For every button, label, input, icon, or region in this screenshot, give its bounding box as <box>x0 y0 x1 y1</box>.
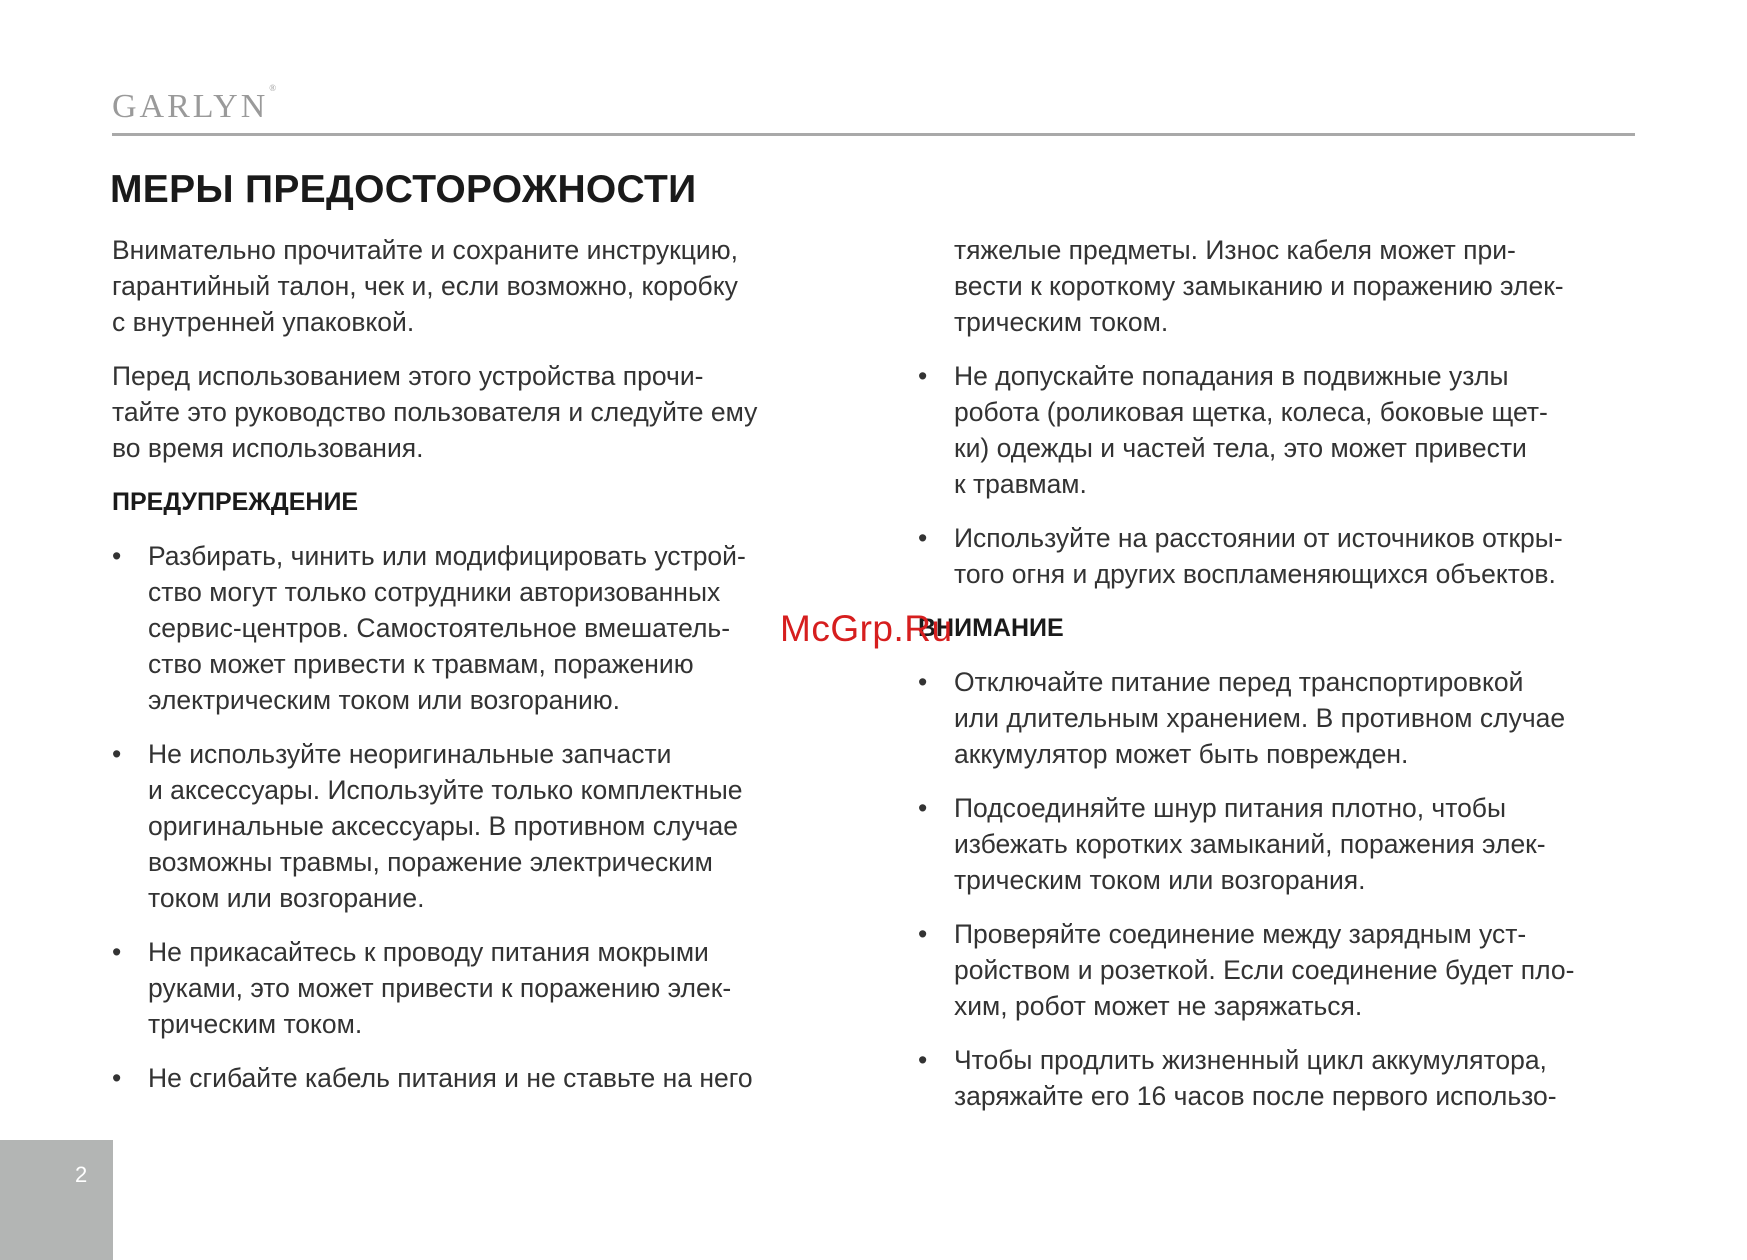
header-divider <box>112 133 1635 136</box>
text-line: электрическим током или возгоранию. <box>148 685 621 715</box>
text-line: трическим током. <box>954 307 1169 337</box>
text-line: Разбирать, чинить или модифицировать устрой- <box>148 541 746 571</box>
list-item <box>918 664 1648 772</box>
page-title: МЕРЫ ПРЕДОСТОРОЖНОСТИ <box>110 168 697 211</box>
bullet-icon: • <box>112 739 122 769</box>
list-item-continuation <box>954 232 1648 340</box>
left-column <box>112 232 832 1114</box>
text-line: трическим током. <box>148 1009 363 1039</box>
watermark: McGrp.Ru <box>780 608 953 649</box>
brand-name: GARLYN <box>112 88 269 125</box>
text-line: ство могут только сотрудники авторизованных <box>148 577 721 607</box>
text-line: Проверяйте соединение между зарядным уст- <box>954 919 1527 949</box>
bullet-icon: • <box>112 937 122 967</box>
text-line: хим, робот может не заряжаться. <box>954 991 1363 1021</box>
text-line: током или возгорание. <box>148 883 425 913</box>
list-item <box>918 520 1648 592</box>
text-line: Не используйте неоригинальные запчасти <box>148 739 672 769</box>
text-line: гарантийный талон, чек и, если возможно, коробку <box>112 271 738 301</box>
text-line: избежать коротких замыканий, поражения элек- <box>954 829 1546 859</box>
text-line: аккумулятор может быть поврежден. <box>954 739 1409 769</box>
list-item <box>918 1042 1648 1114</box>
intro-paragraph <box>112 358 832 466</box>
bullet-icon: • <box>112 1063 122 1093</box>
text-line: вести к короткому замыканию и поражению элек- <box>954 271 1564 301</box>
text-line: с внутренней упаковкой. <box>112 307 415 337</box>
bullet-icon: • <box>918 793 928 823</box>
text-line: трическим током или возгорания. <box>954 865 1366 895</box>
text-line: робота (роликовая щетка, колеса, боковые щет- <box>954 397 1548 427</box>
text-line: и аксессуары. Используйте только комплектные <box>148 775 743 805</box>
text-line: во время использования. <box>112 433 424 463</box>
text-line: заряжайте его 16 часов после первого использо- <box>954 1081 1557 1111</box>
text-line: к травмам. <box>954 469 1087 499</box>
list-item <box>112 736 832 916</box>
text-line: ройством и розеткой. Если соединение будет пло- <box>954 955 1575 985</box>
text-line: Подсоединяйте шнур питания плотно, чтобы <box>954 793 1507 823</box>
text-line: Не прикасайтесь к проводу питания мокрыми <box>148 937 709 967</box>
warning-list <box>112 538 832 1096</box>
registered-mark: ® <box>269 82 277 93</box>
text-line: сервис-центров. Самостоятельное вмешатель- <box>148 613 731 643</box>
text-line: Используйте на расстоянии от источников откры- <box>954 523 1563 553</box>
intro-paragraph <box>112 232 832 340</box>
brand-logo <box>112 82 277 126</box>
bullet-icon: • <box>918 523 928 553</box>
text-line: оригинальные аксессуары. В противном случае <box>148 811 738 841</box>
list-item <box>112 934 832 1042</box>
text-line: Не допускайте попадания в подвижные узлы <box>954 361 1509 391</box>
text-line: Чтобы продлить жизненный цикл аккумулятора, <box>954 1045 1547 1075</box>
text-line: или длительным хранением. В противном случае <box>954 703 1566 733</box>
bullet-icon: • <box>918 919 928 949</box>
text-line: возможны травмы, поражение электрическим <box>148 847 713 877</box>
text-line: Внимательно прочитайте и сохраните инструкцию, <box>112 235 738 265</box>
list-item <box>918 790 1648 898</box>
text-line: ки) одежды и частей тела, это может привести <box>954 433 1527 463</box>
list-item <box>112 538 832 718</box>
list-item <box>918 358 1648 502</box>
text-line: Перед использованием этого устройства прочи- <box>112 361 704 391</box>
text-line: тайте это руководство пользователя и следуйте ему <box>112 397 758 427</box>
text-line: Отключайте питание перед транспортировкой <box>954 667 1524 697</box>
list-item <box>918 916 1648 1024</box>
text-line: руками, это может привести к поражению элек- <box>148 973 732 1003</box>
warning-heading: ПРЕДУПРЕЖДЕНИЕ <box>112 488 359 516</box>
text-line: Не сгибайте кабель питания и не ставьте на него <box>148 1063 753 1093</box>
warning-list-continued <box>918 358 1648 592</box>
page-number: 2 <box>75 1162 88 1187</box>
attention-list <box>918 664 1648 1114</box>
text-line: тяжелые предметы. Износ кабеля может при- <box>954 235 1516 265</box>
bullet-icon: • <box>918 361 928 391</box>
attention-heading: ВНИМАНИЕ <box>918 614 1064 642</box>
text-line: ство может привести к травмам, поражению <box>148 649 694 679</box>
right-column <box>918 232 1648 1132</box>
bullet-icon: • <box>918 1045 928 1075</box>
bullet-icon: • <box>112 541 122 571</box>
text-line: того огня и других воспламеняющихся объектов. <box>954 559 1556 589</box>
list-item <box>112 1060 832 1096</box>
page-number-tab <box>0 1140 113 1260</box>
bullet-icon: • <box>918 667 928 697</box>
